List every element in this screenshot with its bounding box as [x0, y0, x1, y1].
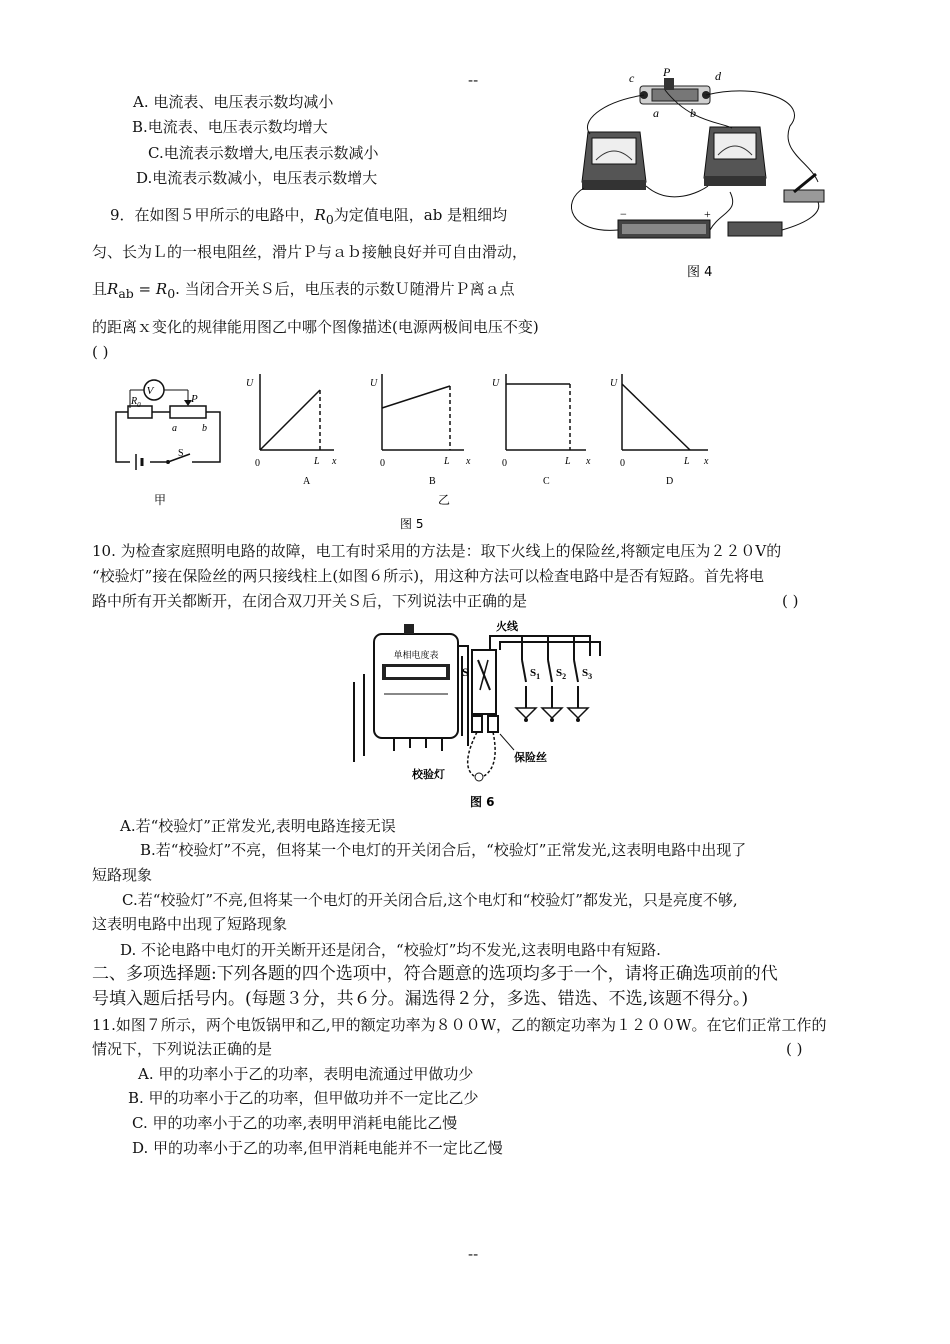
electricity-meter-image [374, 624, 458, 738]
graph-a-u: U [246, 378, 254, 389]
q9-line-2: 匀、长为Ｌ的一根电阻丝，滑片Ｐ与ａｂ接触良好并可自由滑动， [92, 243, 528, 261]
graph-d-origin: 0 [620, 458, 625, 469]
graph-c [506, 374, 586, 450]
fig6-s1-label: $S_1$ [530, 667, 541, 681]
q11-option-d: D. 甲的功率小于乙的功率,但甲消耗电能并不一定比乙慢 [132, 1139, 503, 1157]
q11-option-b: B. 甲的功率小于乙的功率，但甲做功并不一定比乙少 [128, 1089, 479, 1107]
fig4-label-plus: + [704, 207, 711, 221]
q8-option-a: A. 电流表、电压表示数均减小 [133, 93, 334, 111]
q10-line-1: 10. 为检查家庭照明电路的故障，电工有时采用的方法是：取下火线上的保险丝,将额定电压为２２０V的 [92, 542, 782, 560]
graph-b-u: U [370, 378, 378, 389]
fig5-label-s: S [178, 448, 184, 459]
resistor-box-image [728, 222, 782, 236]
graph-a-x: x [332, 456, 337, 467]
fig4-label-minus: − [620, 207, 627, 221]
q9-line-1: 9．在如图５甲所示的电路中，$R_0$为定值电阻，ab 是粗细均 [110, 206, 508, 227]
graph-b-l: L [444, 456, 450, 467]
fig4-caption: 图 4 [687, 265, 713, 280]
voltmeter-image [704, 127, 766, 186]
footer-mark: -- [468, 1245, 479, 1263]
q11-option-c: C. 甲的功率小于乙的功率,表明甲消耗电能比乙慢 [132, 1114, 458, 1132]
graph-b-origin: 0 [380, 458, 385, 469]
q8-option-d: D.电流表示数减小，电压表示数增大 [136, 169, 378, 187]
q11-answer-blank: ( ) [786, 1040, 803, 1058]
q10-line-3: 路中所有开关都断开，在闭合双刀开关Ｓ后，下列说法中正确的是 [92, 592, 528, 610]
fig6-switch-s: S [462, 665, 469, 679]
fig4-label-a: a [653, 106, 659, 120]
q10-answer-blank: ( ) [782, 592, 799, 610]
q10-option-c-line-1: C.若“校验灯”不亮,但将某一个电灯的开关闭合后,这个电灯和“校验灯”都发光，只是亮度不够, [122, 891, 738, 909]
graph-a-letter: A [303, 476, 311, 487]
q10-option-b-line-1: B.若“校验灯”不亮，但将某一个电灯的开关闭合后，“校验灯”正常发光,这表明电路中出现了 [140, 841, 747, 859]
double-pole-switch-image [472, 650, 496, 714]
q11-line-2: 情况下，下列说法正确的是 [92, 1040, 273, 1058]
fig5-caption-yi: 乙 [438, 493, 451, 507]
graph-a-l: L [314, 456, 320, 467]
section-2-line-1: 二、多项选择题:下列各题的四个选项中，符合题意的选项均多于一个，请将正确选项前的代 [92, 964, 778, 984]
graph-c-letter: C [543, 476, 550, 487]
ammeter-image [582, 132, 646, 190]
q10-line-2: “校验灯”接在保险丝的两只接线柱上(如图６所示)，用这种方法可以检查电路中是否有短路。首先将电 [92, 567, 765, 585]
fig6-meter-title: 单相电度表 [393, 651, 439, 661]
graph-a-origin: 0 [255, 458, 260, 469]
fig5-label-v: V [146, 385, 154, 397]
fig5-label-a: a [172, 423, 177, 434]
graph-b [382, 374, 464, 450]
graph-c-x: x [586, 456, 591, 467]
graph-d [622, 374, 708, 450]
fig4-label-p: P [663, 65, 671, 79]
graph-a [260, 374, 334, 450]
q8-option-b: B.电流表、电压表示数均增大 [132, 118, 328, 136]
graph-c-origin: 0 [502, 458, 507, 469]
fig6-s2-label: $S_2$ [556, 667, 567, 681]
fig5-label-b: b [202, 423, 207, 434]
fuse-block-image [472, 716, 498, 732]
q10-option-b-line-2: 短路现象 [92, 866, 153, 884]
fig6-test-lamp-label: 校验灯 [412, 768, 445, 781]
figure-6-household-circuit [350, 616, 615, 812]
q9-answer-blank: ( ) [92, 343, 109, 361]
fig4-label-c: c [629, 71, 635, 85]
fig5-caption: 图 5 [400, 517, 424, 531]
q10-option-c-line-2: 这表明电路中出现了短路现象 [92, 915, 288, 933]
graph-d-x: x [704, 456, 709, 467]
q10-option-d: D. 不论电路中电灯的开关断开还是闭合，“校验灯”均不发光,这表明电路中有短路. [120, 941, 661, 959]
graph-d-l: L [684, 456, 690, 467]
graph-d-letter: D [666, 476, 674, 487]
fig6-fuse-label: 保险丝 [514, 751, 547, 764]
q10-option-a: A.若“校验灯”正常发光,表明电路连接无误 [120, 817, 396, 835]
graph-b-x: x [466, 456, 471, 467]
graph-c-l: L [565, 456, 571, 467]
fig6-caption: 图 6 [470, 795, 495, 809]
figure-4-circuit-photo [560, 62, 840, 287]
fig5-label-p: P [191, 393, 198, 405]
q9-line-3: 且$R_{ab} = R_0$. 当闭合开关Ｓ后，电压表的示数Ｕ随滑片Ｐ离ａ点 [92, 280, 515, 301]
fig6-live-wire-label: 火线 [496, 620, 518, 633]
q8-option-c: C.电流表示数增大,电压表示数减小 [148, 144, 379, 162]
fig4-label-d: d [715, 69, 721, 83]
fig6-s3-label: $S_3$ [582, 667, 593, 681]
figure-5 [100, 364, 740, 534]
battery-image [618, 220, 710, 238]
fig4-label-b: b [690, 106, 696, 120]
q11-option-a: A. 甲的功率小于乙的功率，表明电流通过甲做功少 [138, 1065, 474, 1083]
graph-b-letter: B [429, 476, 436, 487]
q9-line-4: 的距离ｘ变化的规律能用图乙中哪个图像描述(电源两极间电压不变) [92, 318, 539, 336]
graph-d-u: U [610, 378, 618, 389]
fig5-caption-jia: 甲 [153, 493, 167, 507]
graph-c-u: U [492, 378, 500, 389]
section-2-line-2: 号填入题后括号内。(每题３分，共６分。漏选得２分，多选、错选、不选,该题不得分。) [92, 989, 749, 1009]
fig5-label-r0: $R_0$ [131, 396, 141, 409]
q11-line-1: 11.如图７所示，两个电饭锅甲和乙,甲的额定功率为８００W，乙的额定功率为１２００W。在它们正常工作的 [92, 1016, 827, 1034]
header-mark: -- [468, 71, 479, 89]
